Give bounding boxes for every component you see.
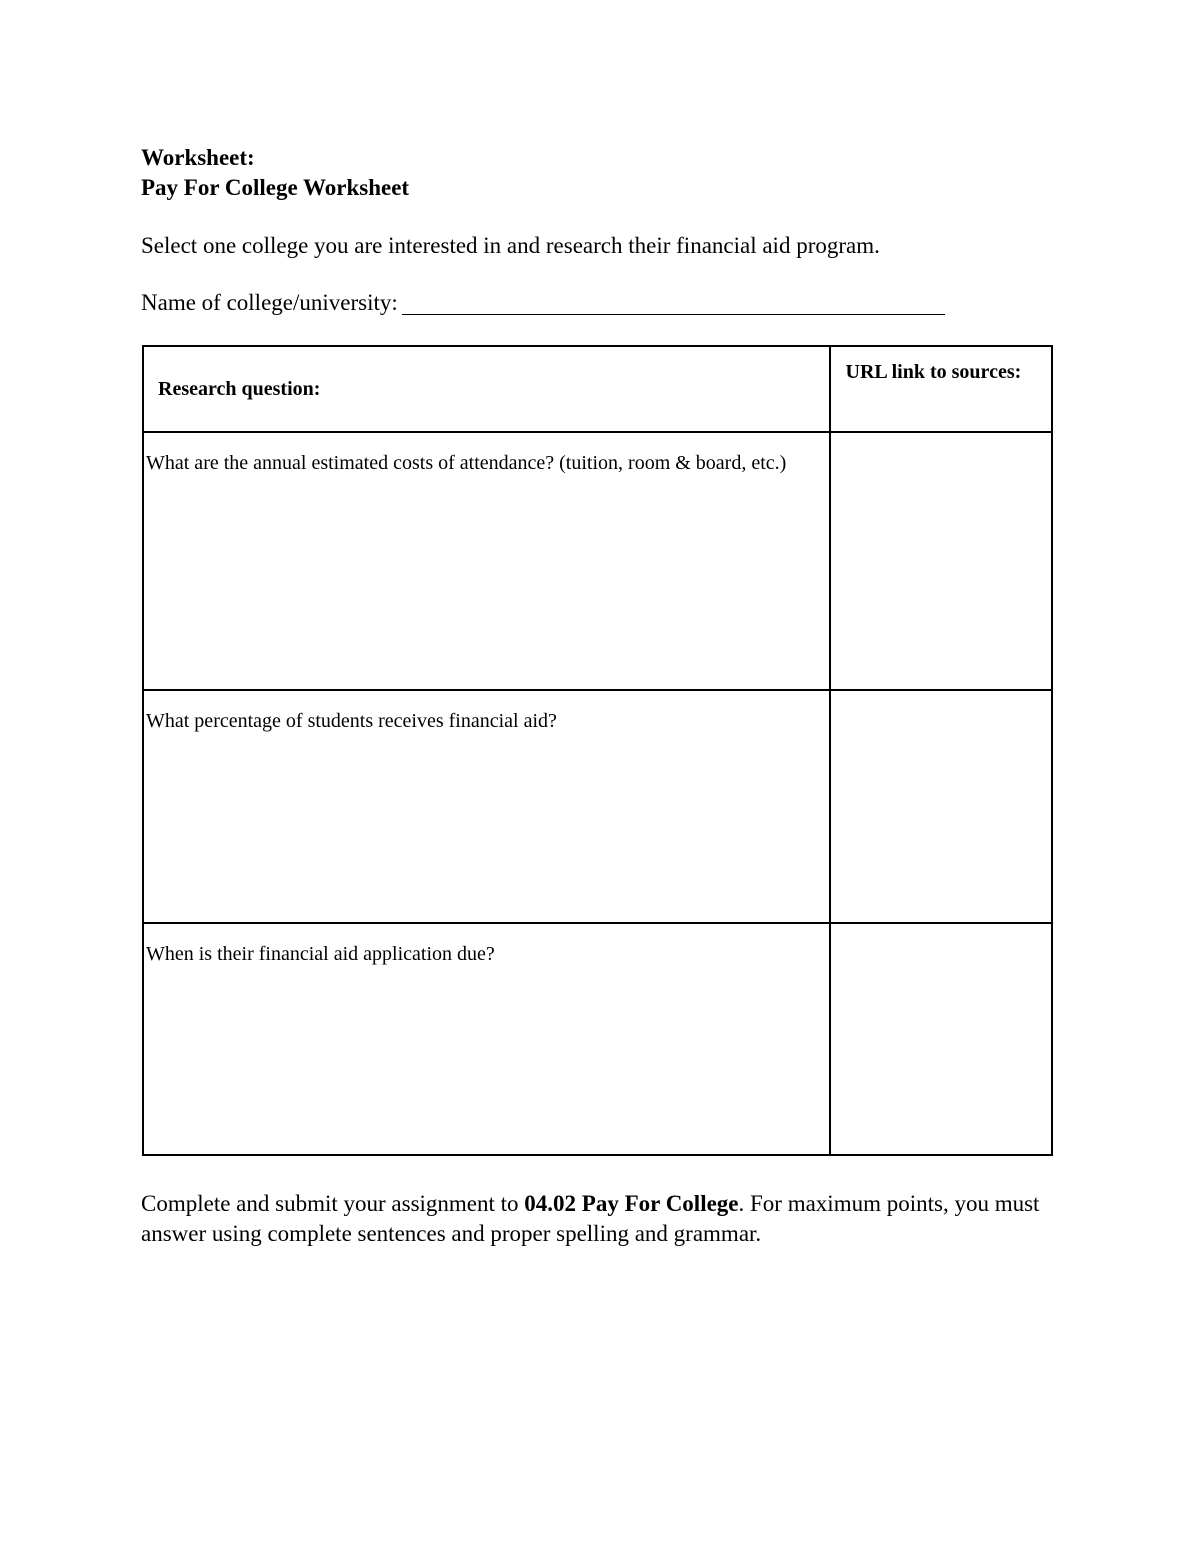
college-name-line (141, 288, 945, 318)
question-cell: When is their financial aid application due? (143, 923, 830, 1155)
header-research-question: Research question: (143, 346, 830, 432)
table-header-row (143, 346, 1052, 432)
worksheet-label: Worksheet: (141, 145, 255, 170)
research-table (142, 345, 1053, 1156)
url-answer-cell[interactable] (830, 923, 1053, 1155)
header-url-link: URL link to sources: (830, 346, 1053, 432)
page-title: Pay For College Worksheet (141, 175, 410, 200)
instruction-text: Select one college you are interested in and research their financial aid program. (141, 233, 880, 258)
table-row (143, 432, 1052, 690)
assignment-name: 04.02 Pay For College (524, 1191, 739, 1216)
footer-prefix: Complete and submit your assignment to (141, 1191, 525, 1216)
college-name-field[interactable] (402, 290, 945, 315)
table-row (143, 690, 1052, 923)
url-answer-cell[interactable] (830, 432, 1053, 690)
footer-suffix: . For maximum points, you must answer using complete sentences and proper spelling and grammar. (141, 1191, 1040, 1246)
url-answer-cell[interactable] (830, 690, 1053, 923)
footer-instructions (141, 1189, 1061, 1249)
college-name-label: Name of college/university: (141, 290, 398, 315)
question-cell: What are the annual estimated costs of attendance? (tuition, room & board, etc.) (143, 432, 830, 690)
question-cell: What percentage of students receives financial aid? (143, 690, 830, 923)
table-row (143, 923, 1052, 1155)
